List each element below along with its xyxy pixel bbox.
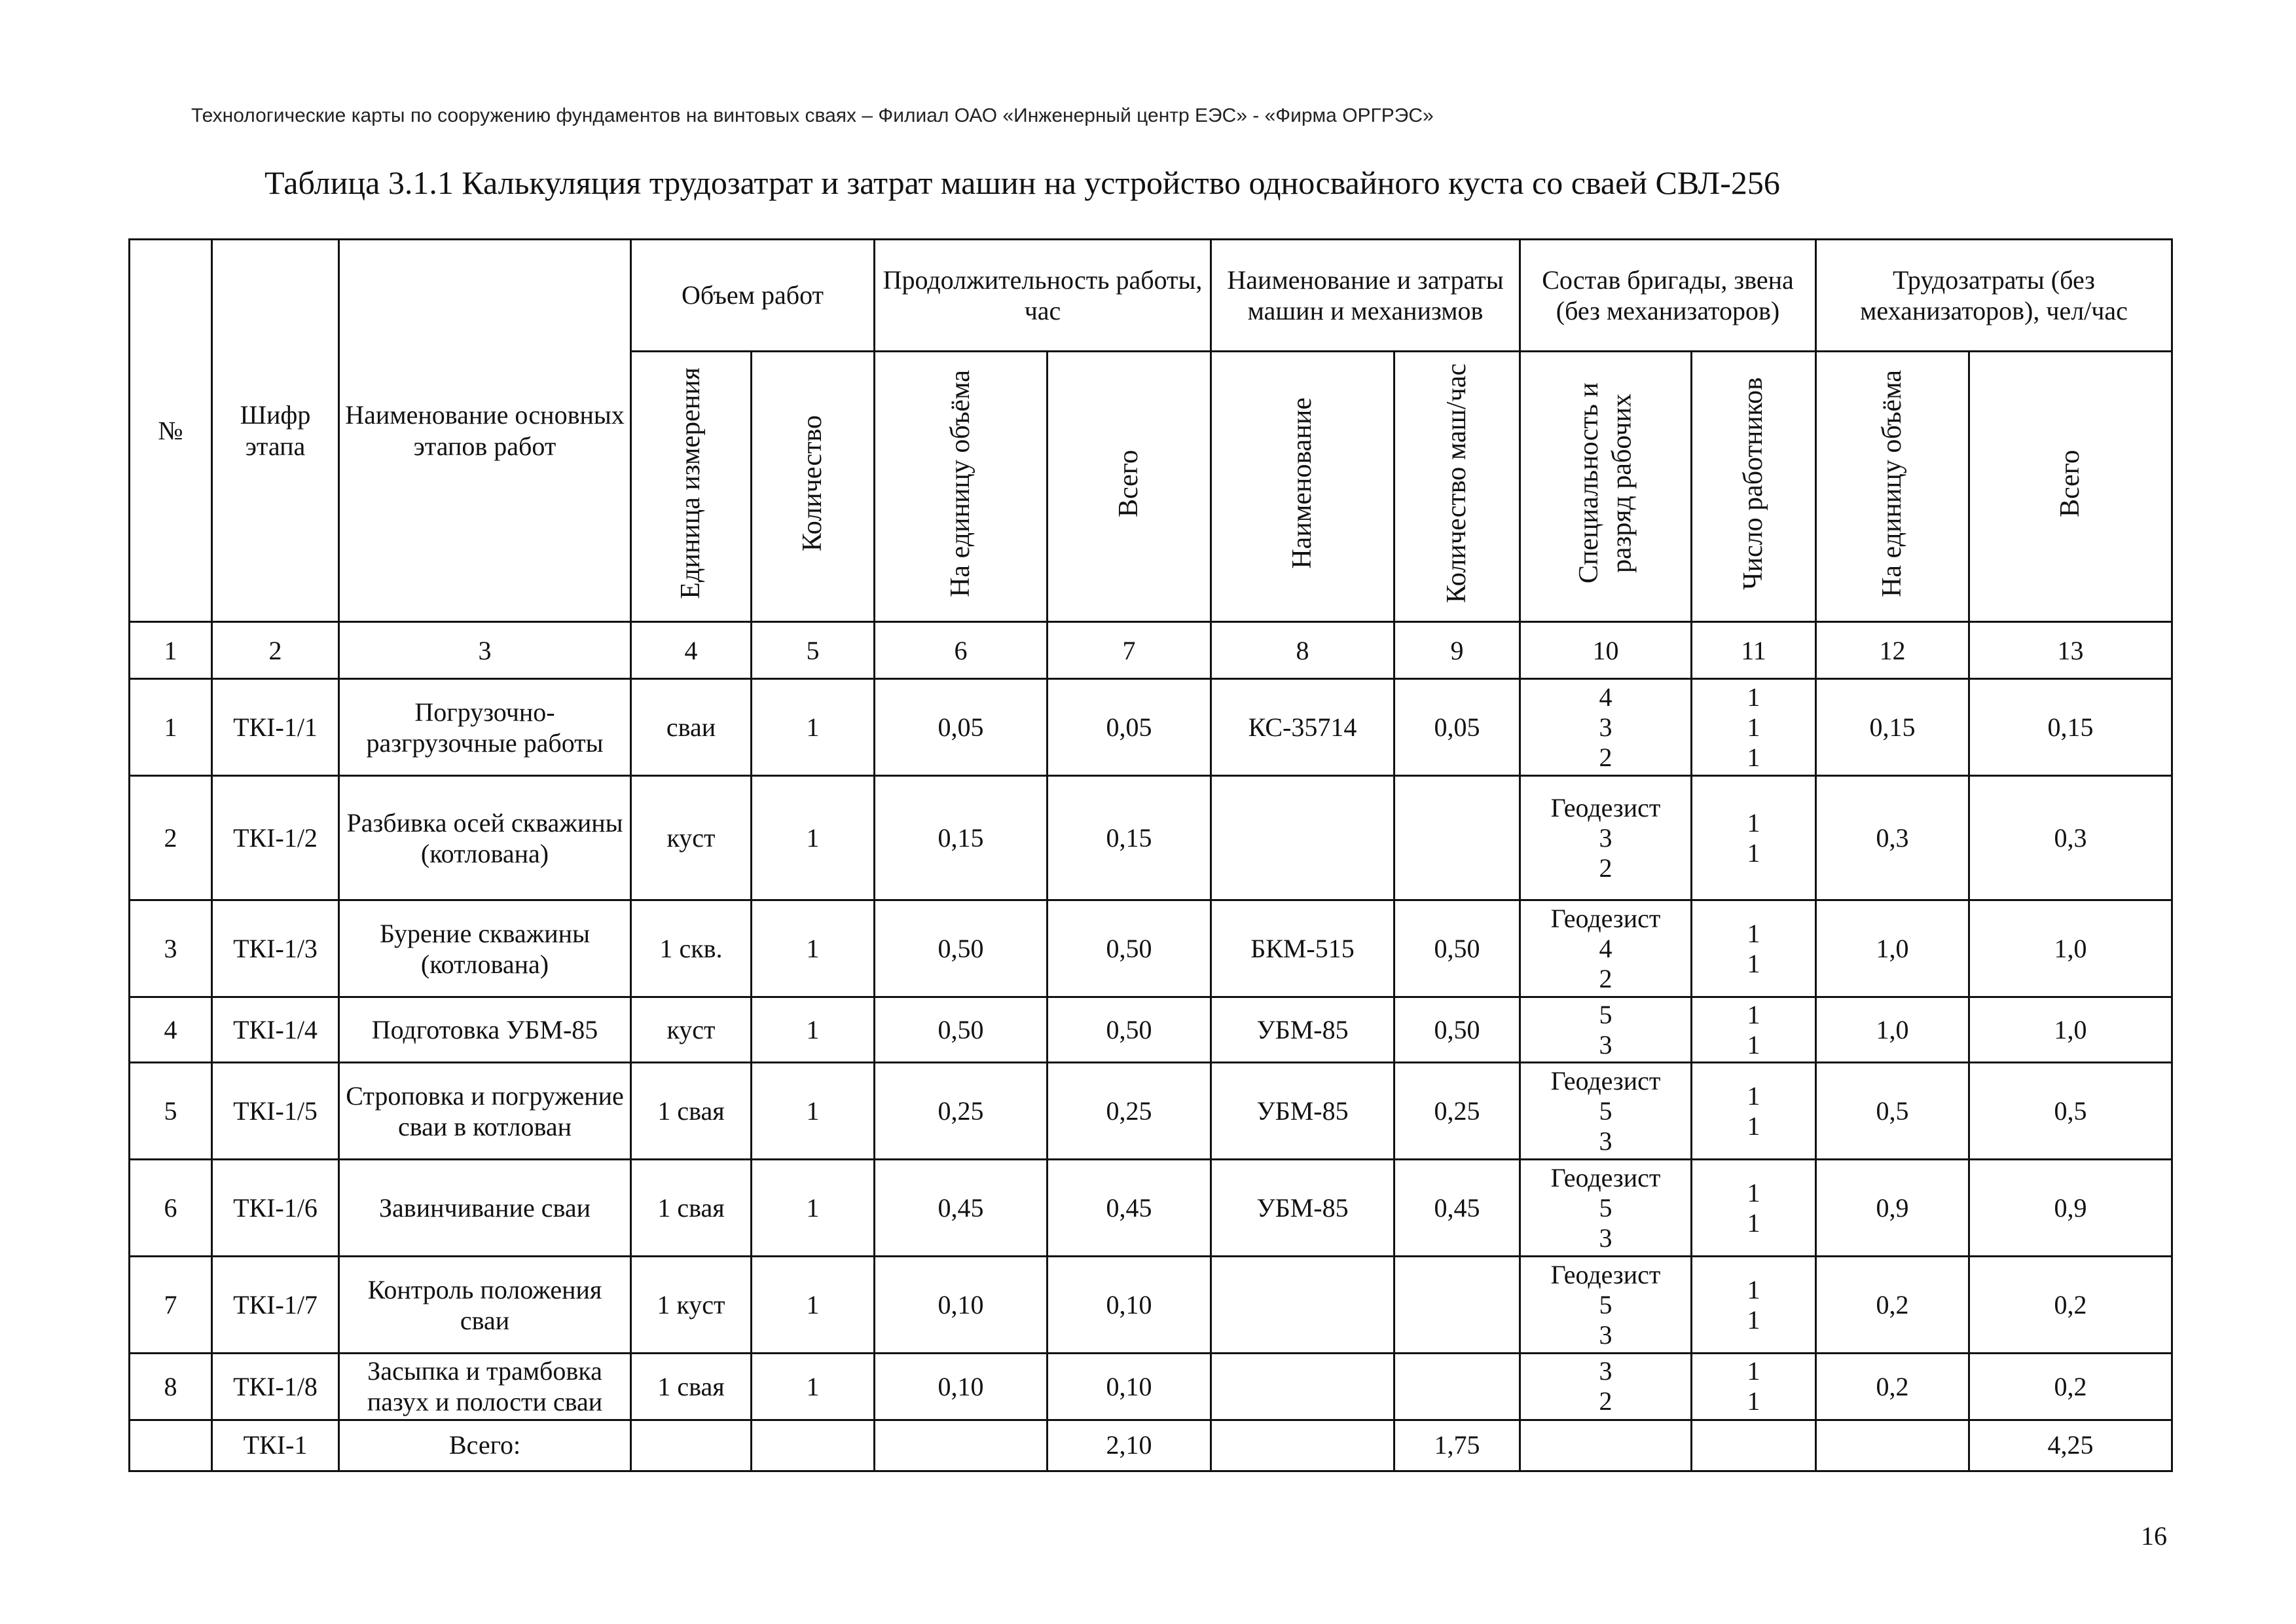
row-name: Погрузочно-разгрузочные работы xyxy=(339,679,631,776)
row-crew-count-line: 1 xyxy=(1747,682,1760,712)
row-crew-spec-line: 3 xyxy=(1599,1029,1613,1060)
total-code: ТКI-1 xyxy=(212,1420,339,1471)
total-empty xyxy=(1520,1420,1692,1471)
header-volume: Объем работ xyxy=(631,240,875,352)
row-crew-spec-line: Геодезист xyxy=(1550,1162,1661,1192)
row-machine: КС-35714 xyxy=(1211,679,1394,776)
row-machine-qty: 0,50 xyxy=(1394,997,1520,1063)
row-labor-unit: 0,9 xyxy=(1816,1160,1969,1257)
row-crew-spec-line: 5 xyxy=(1599,1192,1613,1223)
row-unit: сваи xyxy=(631,679,752,776)
row-labor-unit: 0,15 xyxy=(1816,679,1969,776)
row-crew-count-line: 1 xyxy=(1747,1356,1760,1386)
row-duration-total: 0,25 xyxy=(1048,1063,1211,1160)
total-machine-qty: 1,75 xyxy=(1394,1420,1520,1471)
row-machine xyxy=(1211,776,1394,900)
row-name: Бурение скважины (котлована) xyxy=(339,900,631,997)
row-crew-spec-line: 3 xyxy=(1599,712,1613,742)
row-unit: 1 свая xyxy=(631,1160,752,1257)
row-crew-count-line: 1 xyxy=(1747,999,1760,1029)
row-crew-spec-line: 3 xyxy=(1599,1126,1613,1156)
row-code: ТКI-1/3 xyxy=(212,900,339,997)
column-number: 9 xyxy=(1394,622,1520,679)
row-code: ТКI-1/4 xyxy=(212,997,339,1063)
header-name: Наименование основных этапов работ xyxy=(339,240,631,622)
column-number: 10 xyxy=(1520,622,1692,679)
row-crew-spec xyxy=(1520,776,1692,900)
total-duration: 2,10 xyxy=(1048,1420,1211,1471)
row-qty: 1 xyxy=(752,1160,875,1257)
row-crew-spec-line: 3 xyxy=(1599,1356,1613,1386)
row-crew-count-line: 1 xyxy=(1747,1208,1760,1238)
row-crew-spec-line: 2 xyxy=(1599,963,1613,993)
row-unit: 1 куст xyxy=(631,1257,752,1354)
row-duration-total: 0,45 xyxy=(1048,1160,1211,1257)
row-crew-spec-line: Геодезист xyxy=(1550,1065,1661,1096)
row-crew-spec-line: 3 xyxy=(1599,822,1613,853)
row-code: ТКI-1/1 xyxy=(212,679,339,776)
row-labor-total: 0,5 xyxy=(1969,1063,2172,1160)
row-machine-qty xyxy=(1394,1354,1520,1420)
row-crew-spec-line: 4 xyxy=(1599,933,1613,963)
row-qty: 1 xyxy=(752,997,875,1063)
header-crew: Состав бригады, звена (без механизаторов) xyxy=(1520,240,1816,352)
row-machine-qty: 0,25 xyxy=(1394,1063,1520,1160)
row-duration-unit: 0,15 xyxy=(875,776,1048,900)
row-crew-spec xyxy=(1520,1354,1692,1420)
row-crew-spec xyxy=(1520,1257,1692,1354)
row-crew-spec xyxy=(1520,900,1692,997)
header-machines: Наименование и затраты машин и механизмов xyxy=(1211,240,1520,352)
header-duration-unit: На единицу объёма xyxy=(945,369,976,597)
row-crew-spec-line: Геодезист xyxy=(1550,1259,1661,1289)
row-name: Разбивка осей скважины (котлована) xyxy=(339,776,631,900)
total-row xyxy=(130,1420,2172,1471)
row-crew-count-line: 1 xyxy=(1747,1274,1760,1304)
row-crew-count-line: 1 xyxy=(1747,807,1760,838)
page-number: 16 xyxy=(2141,1521,2167,1551)
row-name: Контроль положения сваи xyxy=(339,1257,631,1354)
row-machine: УБМ-85 xyxy=(1211,997,1394,1063)
row-labor-unit: 1,0 xyxy=(1816,997,1969,1063)
row-num: 7 xyxy=(130,1257,212,1354)
table-row xyxy=(130,679,2172,776)
table-row xyxy=(130,997,2172,1063)
row-machine xyxy=(1211,1354,1394,1420)
row-qty: 1 xyxy=(752,900,875,997)
row-duration-unit: 0,25 xyxy=(875,1063,1048,1160)
row-duration-total: 0,15 xyxy=(1048,776,1211,900)
column-number: 8 xyxy=(1211,622,1394,679)
row-crew-spec-line: 2 xyxy=(1599,742,1613,772)
row-crew-count-line: 1 xyxy=(1747,1304,1760,1335)
row-labor-unit: 0,3 xyxy=(1816,776,1969,900)
row-machine: БКМ-515 xyxy=(1211,900,1394,997)
total-num xyxy=(130,1420,212,1471)
table-row xyxy=(130,900,2172,997)
row-crew-spec-line: Геодезист xyxy=(1550,792,1661,822)
total-label: Всего: xyxy=(339,1420,631,1471)
row-labor-total: 0,15 xyxy=(1969,679,2172,776)
row-crew-count-line: 1 xyxy=(1747,918,1760,948)
row-num: 2 xyxy=(130,776,212,900)
row-code: ТКI-1/7 xyxy=(212,1257,339,1354)
row-crew-spec-line: Геодезист xyxy=(1550,903,1661,933)
column-number: 3 xyxy=(339,622,631,679)
row-duration-unit: 0,05 xyxy=(875,679,1048,776)
header-code: Шифр этапа xyxy=(212,240,339,622)
row-name: Строповка и погружение сваи в котлован xyxy=(339,1063,631,1160)
table-title: Таблица 3.1.1 Калькуляция трудозатрат и затрат машин на устройство односвайного куста со сваей СВЛ-256 xyxy=(264,164,1780,201)
column-number: 7 xyxy=(1048,622,1211,679)
row-duration-unit: 0,10 xyxy=(875,1257,1048,1354)
header-labor-total: Всего xyxy=(2055,449,2086,517)
header-crew-count: Число работников xyxy=(1738,377,1769,590)
header-labor: Трудозатраты (без механизаторов), чел/час xyxy=(1816,240,2172,352)
row-labor-total: 0,2 xyxy=(1969,1354,2172,1420)
row-crew-spec-line: 3 xyxy=(1599,1223,1613,1253)
row-labor-unit: 0,2 xyxy=(1816,1257,1969,1354)
row-unit: 1 свая xyxy=(631,1063,752,1160)
row-qty: 1 xyxy=(752,679,875,776)
row-qty: 1 xyxy=(752,1257,875,1354)
table-row xyxy=(130,776,2172,900)
row-duration-unit: 0,50 xyxy=(875,900,1048,997)
row-crew-spec xyxy=(1520,1160,1692,1257)
header-row-top xyxy=(130,240,2172,352)
header-duration: Продолжительность работы, час xyxy=(875,240,1211,352)
table-row xyxy=(130,1257,2172,1354)
row-crew-count xyxy=(1692,776,1816,900)
column-number: 4 xyxy=(631,622,752,679)
row-crew-spec xyxy=(1520,1063,1692,1160)
row-duration-total: 0,50 xyxy=(1048,900,1211,997)
row-duration-unit: 0,50 xyxy=(875,997,1048,1063)
row-labor-unit: 0,2 xyxy=(1816,1354,1969,1420)
total-empty xyxy=(875,1420,1048,1471)
row-unit: 1 свая xyxy=(631,1354,752,1420)
column-number-row xyxy=(130,622,2172,679)
row-num: 3 xyxy=(130,900,212,997)
row-num: 5 xyxy=(130,1063,212,1160)
row-crew-count xyxy=(1692,679,1816,776)
row-machine xyxy=(1211,1257,1394,1354)
row-crew-count xyxy=(1692,1354,1816,1420)
header-crew-spec: Специальность и разряд рабочих xyxy=(1574,382,1637,584)
row-crew-count xyxy=(1692,900,1816,997)
row-crew-count-line: 1 xyxy=(1747,1029,1760,1060)
column-number: 13 xyxy=(1969,622,2172,679)
row-labor-unit: 0,5 xyxy=(1816,1063,1969,1160)
header-volume-unit: Единица измерения xyxy=(676,367,706,599)
header-volume-qty: Количество xyxy=(797,415,828,552)
row-num: 1 xyxy=(130,679,212,776)
header-machines-qty: Количество маш/час xyxy=(1442,363,1472,603)
row-labor-total: 0,2 xyxy=(1969,1257,2172,1354)
row-crew-count-line: 1 xyxy=(1747,1080,1760,1111)
row-machine-qty xyxy=(1394,776,1520,900)
row-name: Подготовка УБМ-85 xyxy=(339,997,631,1063)
row-crew-spec-line: 3 xyxy=(1599,1320,1613,1350)
row-code: ТКI-1/8 xyxy=(212,1354,339,1420)
row-name: Завинчивание сваи xyxy=(339,1160,631,1257)
row-crew-spec-line: 4 xyxy=(1599,682,1613,712)
row-unit: куст xyxy=(631,997,752,1063)
row-crew-count xyxy=(1692,997,1816,1063)
column-number: 5 xyxy=(752,622,875,679)
total-empty xyxy=(752,1420,875,1471)
total-empty xyxy=(631,1420,752,1471)
row-crew-spec-line: 2 xyxy=(1599,1386,1613,1416)
row-num: 8 xyxy=(130,1354,212,1420)
row-unit: куст xyxy=(631,776,752,900)
row-crew-count-line: 1 xyxy=(1747,1386,1760,1416)
row-code: ТКI-1/5 xyxy=(212,1063,339,1160)
row-code: ТКI-1/6 xyxy=(212,1160,339,1257)
row-labor-total: 1,0 xyxy=(1969,900,2172,997)
table-row xyxy=(130,1063,2172,1160)
total-labor: 4,25 xyxy=(1969,1420,2172,1471)
row-duration-unit: 0,10 xyxy=(875,1354,1048,1420)
row-crew-count xyxy=(1692,1063,1816,1160)
row-duration-total: 0,10 xyxy=(1048,1354,1211,1420)
row-labor-unit: 1,0 xyxy=(1816,900,1969,997)
header-duration-total: Всего xyxy=(1114,449,1144,517)
row-code: ТКI-1/2 xyxy=(212,776,339,900)
row-num: 6 xyxy=(130,1160,212,1257)
header-num: № xyxy=(130,240,212,622)
row-crew-count-line: 1 xyxy=(1747,838,1760,868)
row-crew-spec-line: 2 xyxy=(1599,853,1613,883)
row-duration-total: 0,10 xyxy=(1048,1257,1211,1354)
running-header: Технологические карты по сооружению фундаментов на винтовых сваях – Филиал ОАО «Инженерный центр ЕЭС» - «Фирма ОРГРЭС» xyxy=(191,105,1434,126)
table-row xyxy=(130,1160,2172,1257)
table-row xyxy=(130,1354,2172,1420)
row-num: 4 xyxy=(130,997,212,1063)
row-crew-spec xyxy=(1520,679,1692,776)
column-number: 11 xyxy=(1692,622,1816,679)
column-number: 1 xyxy=(130,622,212,679)
row-duration-total: 0,05 xyxy=(1048,679,1211,776)
row-crew-count-line: 1 xyxy=(1747,1177,1760,1208)
row-qty: 1 xyxy=(752,1063,875,1160)
column-number: 12 xyxy=(1816,622,1969,679)
row-crew-spec-line: 5 xyxy=(1599,1289,1613,1320)
row-labor-total: 0,3 xyxy=(1969,776,2172,900)
total-empty xyxy=(1816,1420,1969,1471)
row-labor-total: 1,0 xyxy=(1969,997,2172,1063)
row-crew-count-line: 1 xyxy=(1747,712,1760,742)
labor-cost-table xyxy=(128,238,2173,1472)
column-number: 2 xyxy=(212,622,339,679)
row-unit: 1 скв. xyxy=(631,900,752,997)
row-crew-spec-line: 5 xyxy=(1599,1096,1613,1126)
row-machine-qty: 0,05 xyxy=(1394,679,1520,776)
row-duration-unit: 0,45 xyxy=(875,1160,1048,1257)
row-name: Засыпка и трамбовка пазух и полости сваи xyxy=(339,1354,631,1420)
row-duration-total: 0,50 xyxy=(1048,997,1211,1063)
row-crew-spec xyxy=(1520,997,1692,1063)
row-machine: УБМ-85 xyxy=(1211,1063,1394,1160)
row-labor-total: 0,9 xyxy=(1969,1160,2172,1257)
row-crew-count xyxy=(1692,1160,1816,1257)
row-crew-count-line: 1 xyxy=(1747,742,1760,772)
row-machine-qty: 0,45 xyxy=(1394,1160,1520,1257)
row-machine-qty: 0,50 xyxy=(1394,900,1520,997)
total-empty xyxy=(1692,1420,1816,1471)
row-crew-count-line: 1 xyxy=(1747,948,1760,978)
header-machines-name: Наименование xyxy=(1287,397,1318,569)
row-machine-qty xyxy=(1394,1257,1520,1354)
row-qty: 1 xyxy=(752,776,875,900)
row-machine: УБМ-85 xyxy=(1211,1160,1394,1257)
row-crew-spec-line: 5 xyxy=(1599,999,1613,1029)
column-number: 6 xyxy=(875,622,1048,679)
row-crew-count-line: 1 xyxy=(1747,1111,1760,1141)
row-qty: 1 xyxy=(752,1354,875,1420)
total-empty xyxy=(1211,1420,1394,1471)
row-crew-count xyxy=(1692,1257,1816,1354)
table-body xyxy=(130,679,2172,1420)
header-labor-unit: На единицу объёма xyxy=(1877,369,1908,597)
